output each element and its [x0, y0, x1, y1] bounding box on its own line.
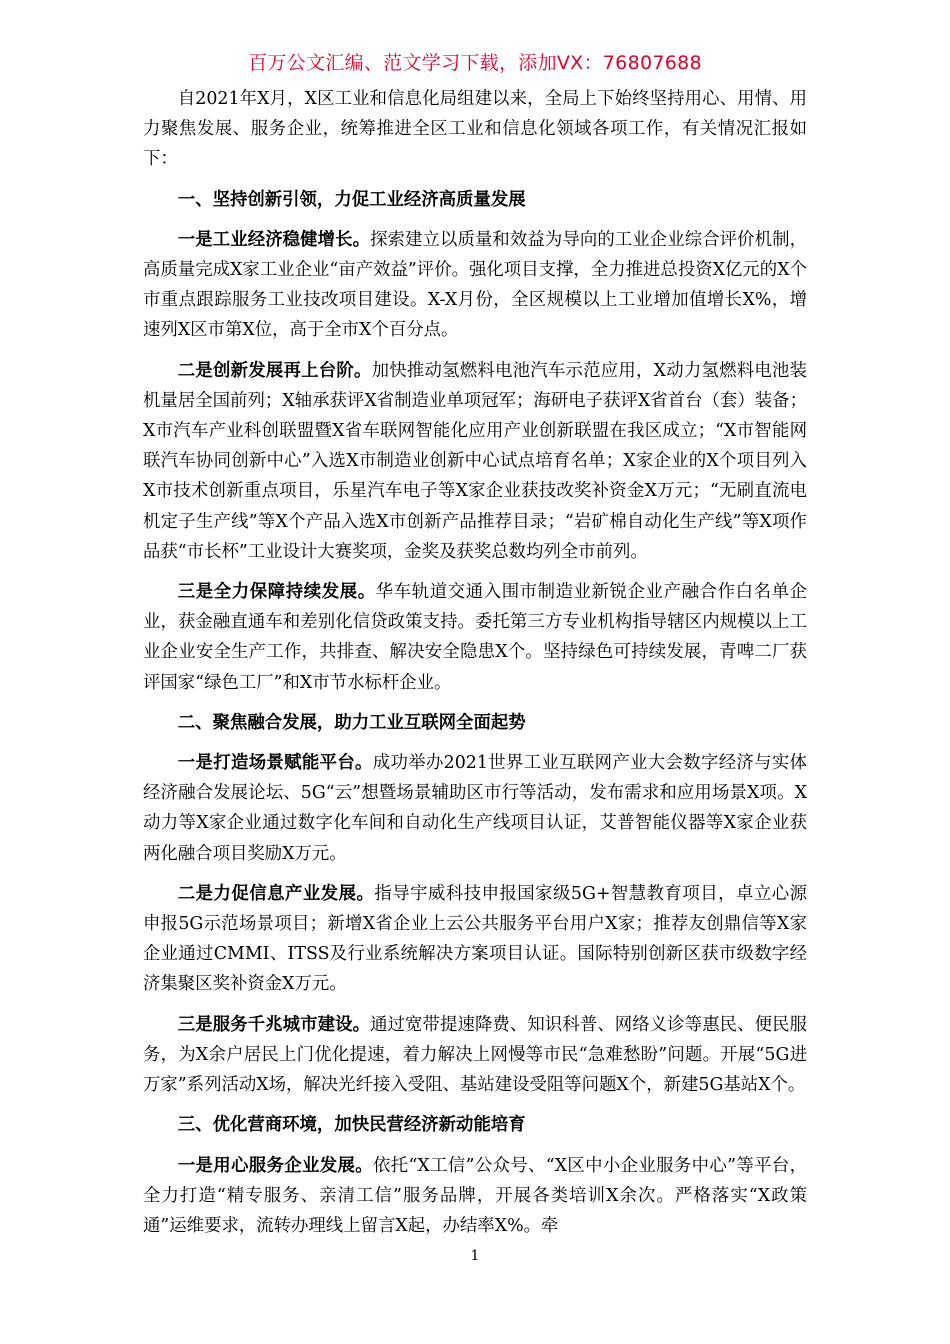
- section-heading: 二、聚焦融合发展，助力工业互联网全面起势: [177, 712, 526, 733]
- paragraph-lead: 一是工业经济稳健增长。: [177, 229, 371, 250]
- paragraph-text: 依托“X工信”公众号、“X区中小企业服务中心”等平台，全力打造“精专服务、亲清工信”服务品牌，开展各类培训X余次。严格落实“X政策通”运维要求，流转办理线上留言X起，办结率X%。牵: [143, 1155, 807, 1236]
- paragraph-lead: 三是服务千兆城市建设。: [177, 1014, 371, 1035]
- paragraph-lead: 三是全力保障持续发展。: [177, 582, 376, 603]
- paragraph-text: 探索建立以质量和效益为导向的工业企业综合评价机制，高质量完成X家工业企业“亩产效益”评价。强化项目支撑，全力推进总投资X亿元的X个市重点跟踪服务工业技改项目建设。X-X月份，全区规模以上工业增加值增长X%，增速列X区市第X位，高于全市X个百分点。: [143, 229, 807, 341]
- body-paragraph: [143, 1151, 807, 1242]
- body-paragraph: [143, 748, 807, 869]
- paragraph-text: 通过宽带提速降费、知识科普、网络义诊等惠民、便民服务，为X余户居民上门优化提速，着力解决上网慢等市民“急难愁盼”问题。开展“5G进万家”系列活动X场，解决光纤接入受阻、基站建设受阻等问题X个，新建5G基站X个。: [143, 1014, 807, 1096]
- paragraph-text: 加快推动氢燃料电池汽车示范应用，X动力氢燃料电池装机量居全国前列；X轴承获评X省制造业单项冠军；海研电子获评X省首台（套）装备；X市汽车产业科创联盟暨X省车联网智能化应用产业创新联盟在我区成立；“X市智能网联汽车协同创新中心”入选X市制造业创新中心试点培育名单；X家企业的X个项目列入X市技术创新重点项目，乐星汽车电子等X家企业获技改奖补资金X万元；“无刷直流电机定子生产线”等X个产品入选X市创新产品推荐目录；“岩矿棉自动化生产线”等X项作品获“市长杯”工业设计大赛奖项，金奖及获奖总数均列全市前列。: [143, 360, 807, 562]
- document-body: [143, 84, 807, 1251]
- body-paragraph: [143, 225, 807, 346]
- section-heading: 一、坚持创新引领，力促工业经济高质量发展: [177, 189, 526, 210]
- page-number: 1: [470, 1248, 480, 1264]
- paragraph-text: 成功举办2021世界工业互联网产业大会数字经济与实体经济融合发展论坛、5G“云”想暨场景辅助区市行等活动，发布需求和应用场景X项。X动力等X家企业通过数字化车间和自动化生产线项目认证，艾普智能仪器等X家企业获两化融合项目奖励X万元。: [143, 753, 807, 864]
- paragraph-text: 华车轨道交通入围市制造业新锐企业产融合作白名单企业，获金融直通车和差别化信贷政策支持。委托第三方专业机构指导辖区内规模以上工业企业安全生产工作，共排查、解决安全隐患X个。坚持绿色可持续发展，青啤二厂获评国家“绿色工厂”和X市节水标杆企业。: [143, 582, 807, 693]
- body-paragraph: [143, 879, 807, 1000]
- body-paragraph: [143, 1010, 807, 1101]
- paragraph-lead: 二是创新发展再上台阶。: [177, 360, 372, 381]
- paragraph-lead: 一是打造场景赋能平台。: [177, 753, 373, 774]
- body-paragraph: [143, 577, 807, 698]
- paragraph-text: 指导宇威科技申报国家级5G+智慧教育项目，卓立心源申报5G示范场景项目；新增X省企业上云公共服务平台用户X家；推荐友创鼎信等X家企业通过CMMI、ITSS及行业系统解决方案项目认证。国际特别创新区获市级数字经济集聚区奖补资金X万元。: [143, 883, 807, 995]
- watermark-banner: 百万公文汇编、范文学习下载，添加VX：76807688: [248, 52, 702, 74]
- body-paragraph: [143, 356, 807, 567]
- intro-paragraph: 自2021年X月，X区工业和信息化局组建以来，全局上下始终坚持用心、用情、用力聚焦发展、服务企业，统筹推进全区工业和信息化领域各项工作，有关情况汇报如下：: [143, 89, 807, 170]
- paragraph-lead: 一是用心服务企业发展。: [177, 1155, 373, 1176]
- section-heading: 三、优化营商环境，加快民营经济新动能培育: [177, 1115, 526, 1136]
- paragraph-lead: 二是力促信息产业发展。: [177, 883, 375, 904]
